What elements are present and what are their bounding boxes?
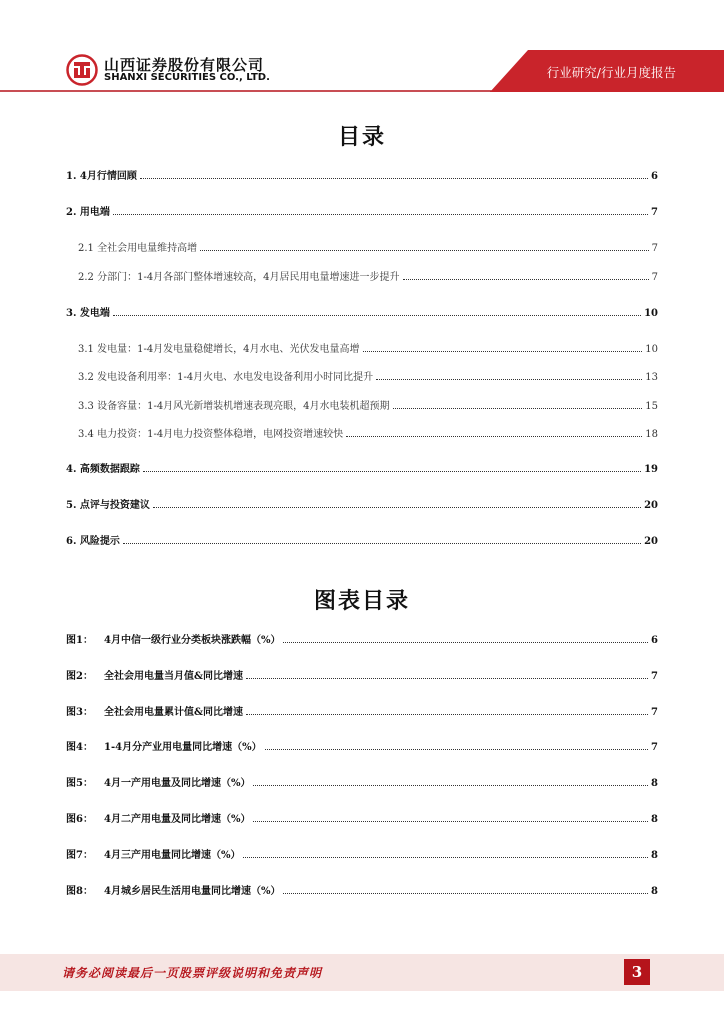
shanxi-securities-logo-icon	[66, 54, 98, 86]
toc-subentry[interactable]: 3.3 设备容量：1-4月风光新增装机增速表现亮眼，4月水电装机超预期 15	[78, 401, 658, 412]
figure-entry[interactable]: 图4： 1-4月分产业用电量同比增速（%） 7	[66, 742, 658, 753]
disclaimer-text: 请务必阅读最后一页股票评级说明和免责声明	[62, 966, 323, 980]
figure-entry[interactable]: 图3： 全社会用电量累计值&同比增速 7	[66, 707, 658, 718]
toc-entry[interactable]: 2. 用电端 7	[66, 207, 658, 218]
figure-entry[interactable]: 图1： 4月中信一级行业分类板块涨跌幅（%） 6	[66, 635, 658, 646]
page-header	[0, 0, 724, 100]
toc-entry[interactable]: 5. 点评与投资建议 20	[66, 500, 658, 511]
toc-entry[interactable]: 1. 4月行情回顾 6	[66, 171, 658, 182]
toc-title: 目录	[337, 124, 386, 150]
figure-entry[interactable]: 图2： 全社会用电量当月值&同比增速 7	[66, 671, 658, 682]
figure-entry[interactable]: 图6： 4月二产用电量及同比增速（%） 8	[66, 814, 658, 825]
company-name-cn: 山西证券股份有限公司	[104, 56, 265, 74]
figure-entry[interactable]: 图5： 4月一产用电量及同比增速（%） 8	[66, 778, 658, 789]
toc-subentry[interactable]: 2.1 全社会用电量维持高增 7	[78, 243, 658, 254]
company-name-en: SHANXI SECURITIES CO., LTD.	[104, 72, 270, 83]
figure-entry[interactable]: 图8： 4月城乡居民生活用电量同比增速（%） 8	[66, 886, 658, 897]
report-type: 行业研究/行业月度报告	[546, 65, 676, 80]
toc-subentry[interactable]: 3.2 发电设备利用率：1-4月火电、水电发电设备利用小时同比提升 13	[78, 372, 658, 383]
toc-subentry[interactable]: 3.4 电力投资：1-4月电力投资整体稳增，电网投资增速较快 18	[78, 429, 658, 440]
figure-list-title: 图表目录	[313, 588, 410, 614]
toc-subentry[interactable]: 2.2 分部门：1-4月各部门整体增速较高，4月居民用电量增速进一步提升 7	[78, 272, 658, 283]
toc-entry[interactable]: 4. 高频数据跟踪 19	[66, 464, 658, 475]
figure-entry[interactable]: 图7： 4月三产用电量同比增速（%） 8	[66, 850, 658, 861]
toc-entry[interactable]: 3. 发电端 10	[66, 308, 658, 319]
page-footer	[0, 954, 724, 991]
toc-entry[interactable]: 6. 风险提示 20	[66, 536, 658, 547]
toc-subentry[interactable]: 3.1 发电量：1-4月发电量稳健增长，4月水电、光伏发电量高增 10	[78, 344, 658, 355]
page-number: 3	[624, 959, 650, 985]
